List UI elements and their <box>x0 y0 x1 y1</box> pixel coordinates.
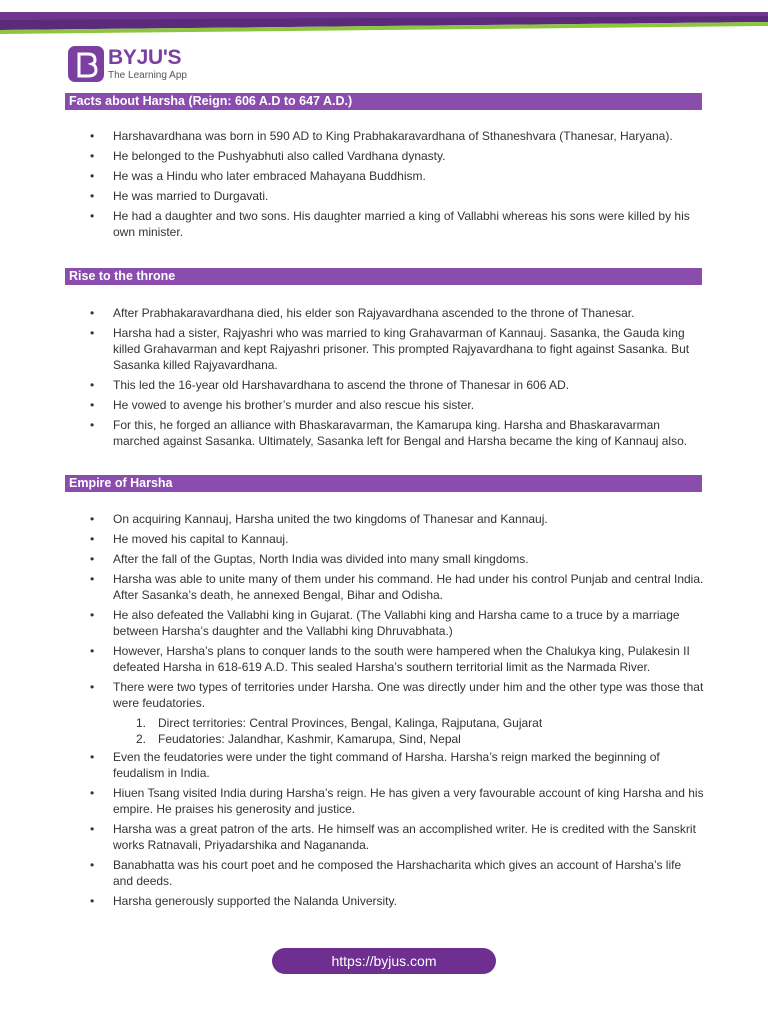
list-item: • For this, he forged an alliance with Bhaskaravarman, the Kamarupa king. Harsha and Bhaskaravarman marched against Sasanka. Ultimately, Sasanka left for Bengal and Harsha became the king of Kannauj also. <box>90 417 704 449</box>
brand-tagline: The Learning App <box>108 69 187 81</box>
sublist-item <box>113 731 704 747</box>
list-item: • He also defeated the Vallabhi king in Gujarat. (The Vallabhi king and Harsha came to a truce by a marriage between Harsha’s daughter and the Vallabhi king Dhruvabhata.) <box>90 607 704 639</box>
byjus-logo-icon <box>68 46 104 82</box>
list-item: • He was a Hindu who later embraced Mahayana Buddhism. <box>90 168 704 184</box>
sublist-number: 2. <box>136 732 147 746</box>
list-item: • Harsha was a great patron of the arts. He himself was an accomplished writer. He is credited with the Sanskrit works Ratnavali, Priyadarshika and Nagananda. <box>90 821 704 853</box>
list-item: • He belonged to the Pushyabhuti also called Vardhana dynasty. <box>90 148 704 164</box>
rise-list <box>90 305 704 453</box>
list-item: • He was married to Durgavati. <box>90 188 704 204</box>
header-band <box>0 0 768 40</box>
section-heading-empire: Empire of Harsha <box>65 475 702 492</box>
list-item: • He had a daughter and two sons. His daughter married a king of Vallabhi whereas his sons were killed by his own minister. <box>90 208 704 240</box>
list-item: • Harsha generously supported the Nalanda University. <box>90 893 704 909</box>
list-item: • Hiuen Tsang visited India during Harsha’s reign. He has given a very favourable account of king Harsha and his empire. He praises his generosity and justice. <box>90 785 704 817</box>
list-item: • Harsha had a sister, Rajyashri who was married to king Grahavarman of Kannauj. Sasanka, the Gauda king killed Grahavarman and kept Rajyashri prisoner. This prompted Rajyavardhana to fight against Sasanka. But Sasanka killed Rajyavardhana. <box>90 325 704 373</box>
list-item: • Banabhatta was his court poet and he composed the Harshacharita which gives an account of Harsha’s life and deeds. <box>90 857 704 889</box>
footer-url-link[interactable]: https://byjus.com <box>272 948 496 974</box>
list-item: • Harshavardhana was born in 590 AD to King Prabhakaravardhana of Sthaneshvara (Thanesar, Haryana). <box>90 128 704 144</box>
list-item: • Harsha was able to unite many of them under his command. He had under his control Punjab and central India. After Sasanka’s death, he annexed Bengal, Bihar and Odisha. <box>90 571 704 603</box>
empire-list <box>90 511 704 913</box>
sublist-text: Direct territories: Central Provinces, Bengal, Kalinga, Rajputana, Gujarat <box>158 716 543 730</box>
brand-name: BYJU'S <box>108 45 182 69</box>
list-item: • After Prabhakaravardhana died, his elder son Rajyavardhana ascended to the throne of Thanesar. <box>90 305 704 321</box>
list-item-text: There were two types of territories under Harsha. One was directly under him and the other type was those that were feudatories. <box>113 680 704 710</box>
list-item: • After the fall of the Guptas, North India was divided into many small kingdoms. <box>90 551 704 567</box>
byjus-logo <box>68 46 187 82</box>
list-item: • However, Harsha’s plans to conquer lands to the south were hampered when the Chalukya king, Pulakesin II defeated Harsha in 618-619 A.D. This sealed Harsha’s southern territorial limit as the Narmada River. <box>90 643 704 675</box>
sublist-text: Feudatories: Jalandhar, Kashmir, Kamarupa, Sind, Nepal <box>158 732 461 746</box>
list-item: • Even the feudatories were under the tight command of Harsha. Harsha’s reign marked the beginning of feudalism in India. <box>90 749 704 781</box>
sublist-item <box>113 715 704 731</box>
list-item: • He vowed to avenge his brother’s murder and also rescue his sister. <box>90 397 704 413</box>
sublist-number: 1. <box>136 716 147 730</box>
list-item: • This led the 16-year old Harshavardhana to ascend the throne of Thanesar in 606 AD. <box>90 377 704 393</box>
list-item <box>90 679 704 747</box>
section-heading-facts: Facts about Harsha (Reign: 606 A.D to 647 A.D.) <box>65 93 702 110</box>
section-heading-rise: Rise to the throne <box>65 268 702 285</box>
territories-sublist <box>113 715 704 747</box>
list-item: • On acquiring Kannauj, Harsha united the two kingdoms of Thanesar and Kannauj. <box>90 511 704 527</box>
list-item: • He moved his capital to Kannauj. <box>90 531 704 547</box>
facts-list <box>90 128 704 244</box>
